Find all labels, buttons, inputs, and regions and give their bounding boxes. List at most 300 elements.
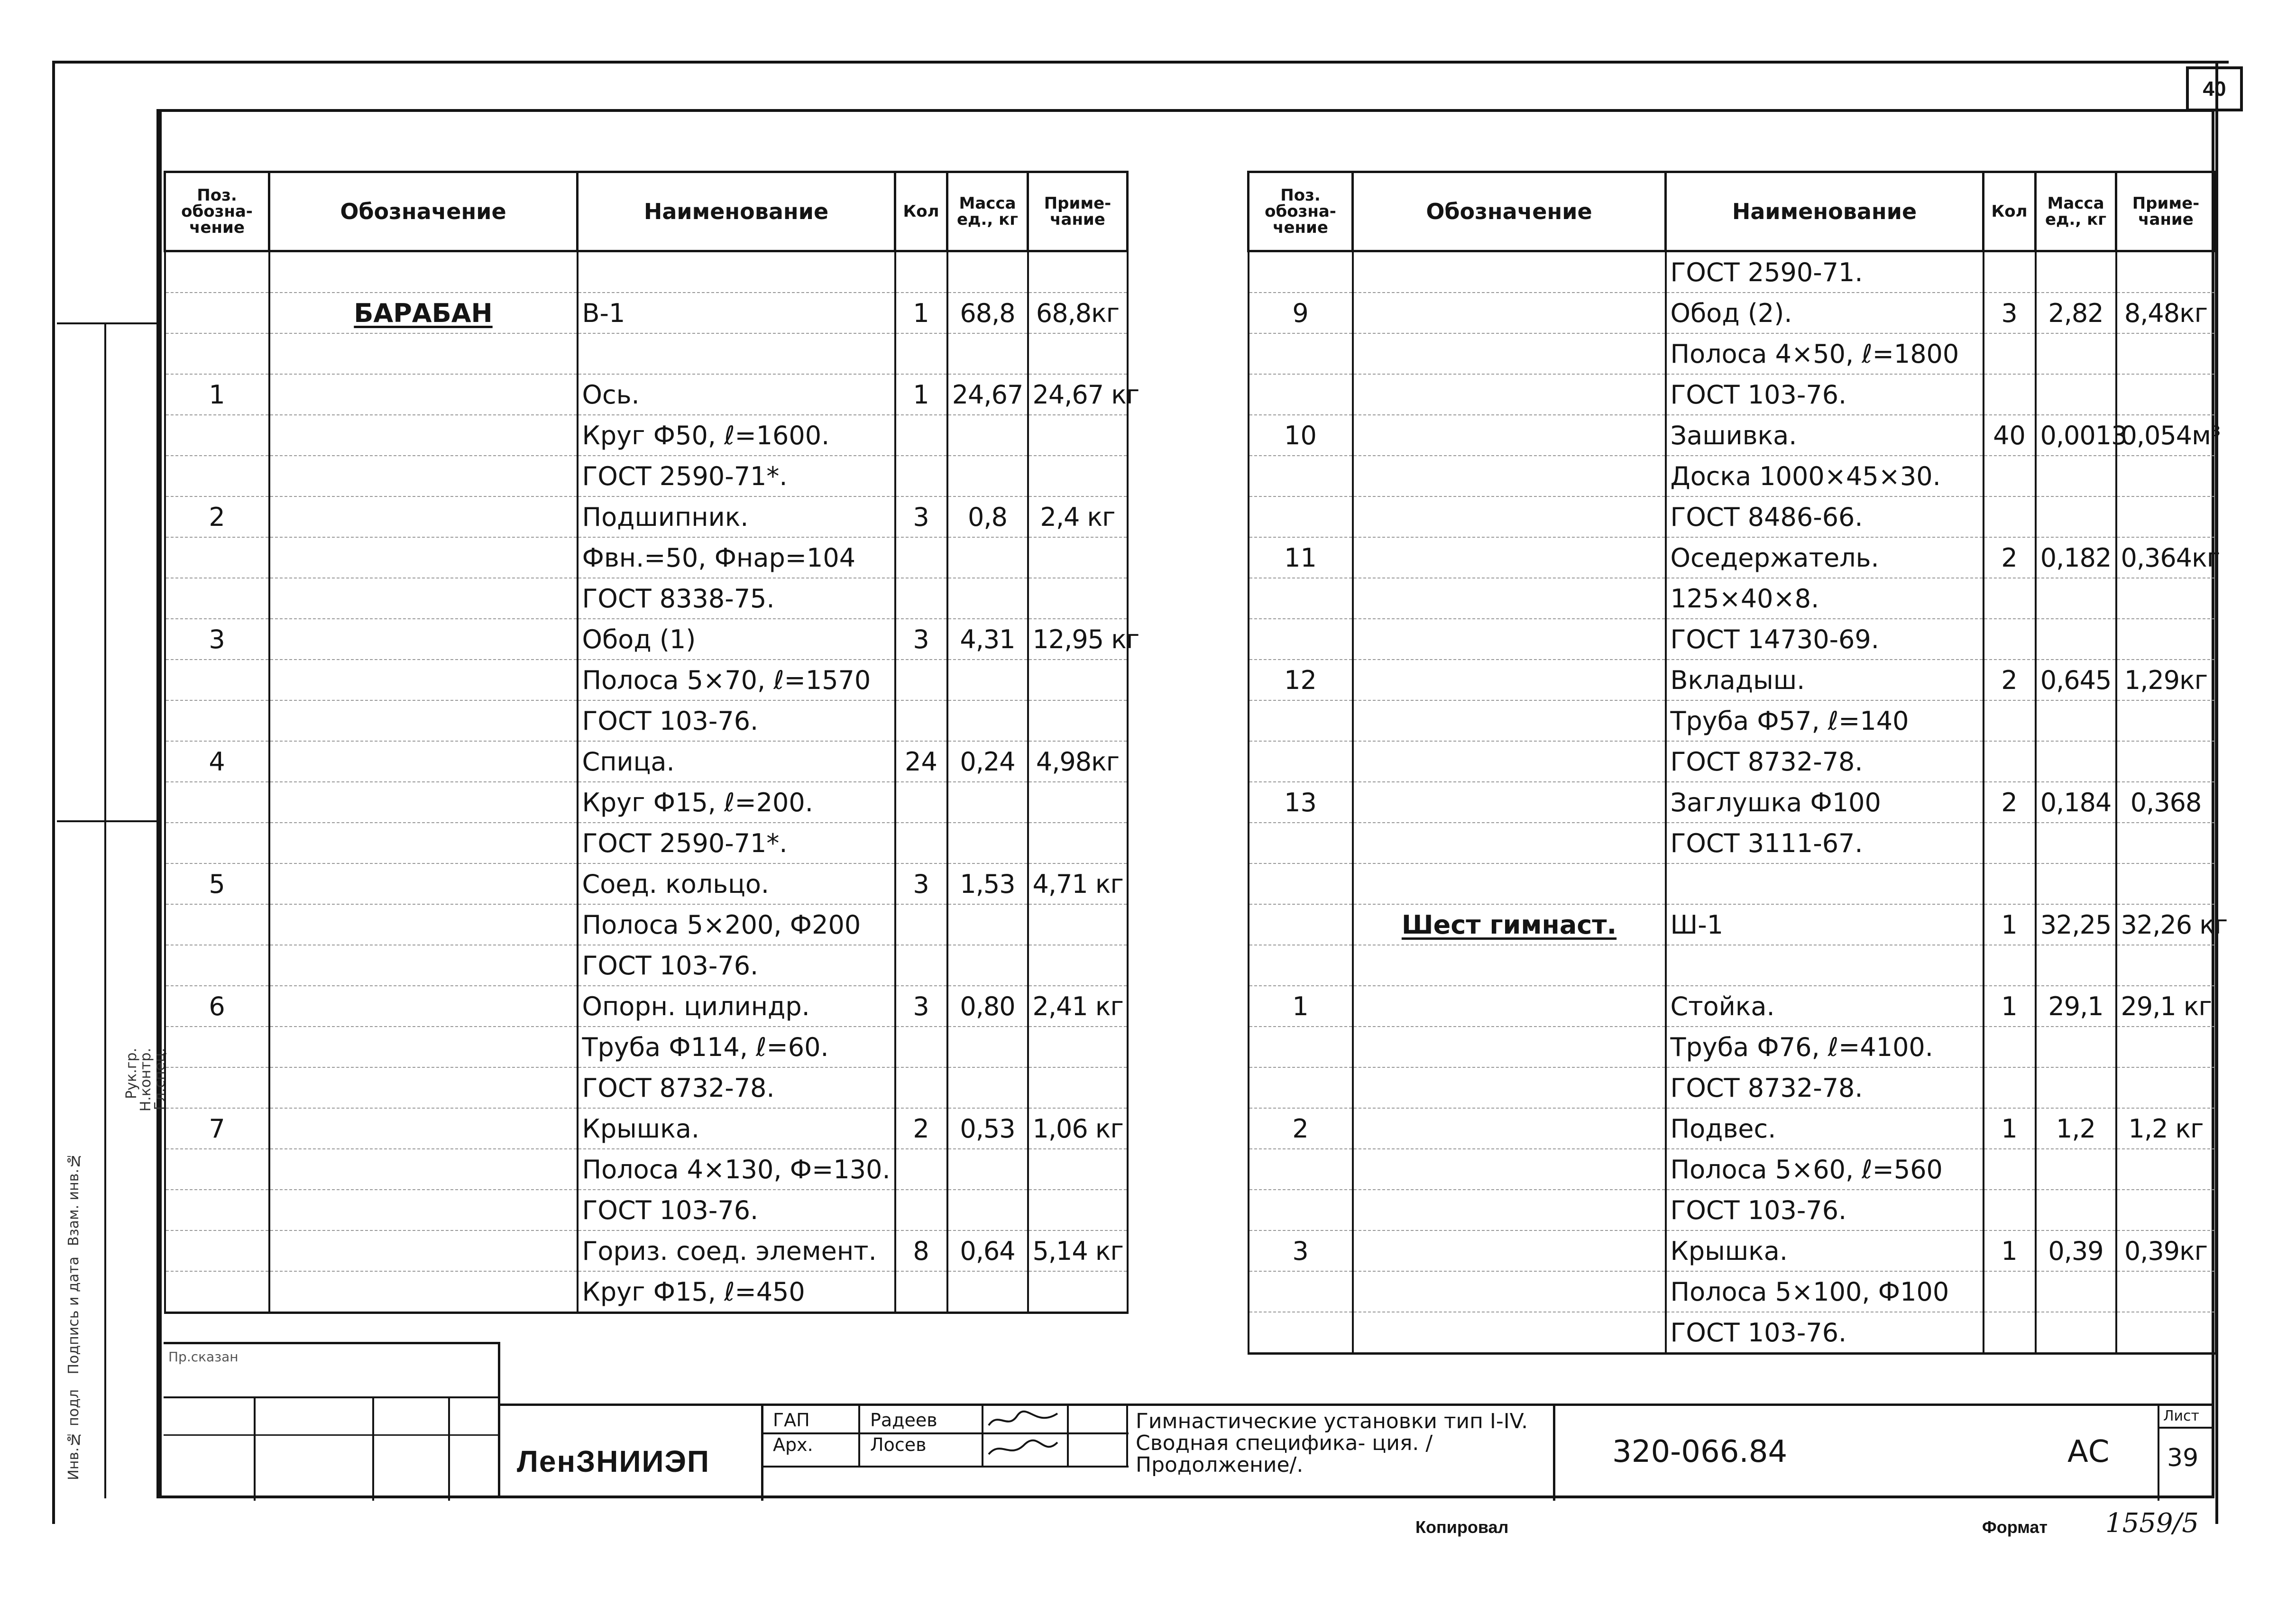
strip-label-head: Рук.гр. (123, 1048, 140, 1099)
cell-name (1666, 945, 1984, 986)
stamp-stage: АС (2067, 1434, 2110, 1469)
cell-designation (1353, 496, 1666, 537)
cell-mass (2036, 619, 2116, 660)
cell-name: Круг Ф15, ℓ=200. (578, 782, 895, 823)
cell-name: Соед. кольцо. (578, 863, 895, 904)
cell-pos (165, 1271, 269, 1313)
cell-note (2116, 823, 2216, 863)
cell-designation (269, 1027, 578, 1067)
cell-pos (1249, 1149, 1353, 1190)
cell-designation-text: Шест гимнаст. (1401, 909, 1617, 940)
cell-qty: 8 (895, 1230, 947, 1271)
cell-pos (165, 415, 269, 456)
cell-pos: 7 (165, 1108, 269, 1149)
cell-pos (1249, 904, 1353, 945)
cell-name: ГОСТ 2590-71*. (578, 823, 895, 863)
cell-mass: 0,645 (2036, 660, 2116, 700)
cell-mass (2036, 945, 2116, 986)
cell-designation (269, 537, 578, 578)
cell-name: 125×40×8. (1666, 578, 1984, 619)
cell-qty (895, 1067, 947, 1108)
cell-name: Крышка. (1666, 1230, 1984, 1271)
cell-qty (1984, 823, 2036, 863)
header-pos: Поз. обозна- чение (165, 172, 269, 251)
cell-pos (165, 333, 269, 374)
approved-label: Пр.сказан (168, 1349, 239, 1365)
table-row (165, 741, 1128, 782)
cell-mass (947, 251, 1028, 293)
copied-label: Копировал (1415, 1517, 1509, 1537)
cell-mass (947, 823, 1028, 863)
cell-mass (947, 1149, 1028, 1190)
cell-mass (2036, 1149, 2116, 1190)
cell-qty (1984, 619, 2036, 660)
table-row (165, 1108, 1128, 1149)
cell-designation (269, 456, 578, 496)
table-row (165, 823, 1128, 863)
cell-qty: 40 (1984, 415, 2036, 456)
table-row (1249, 1027, 2216, 1067)
approval-grid-line-5 (448, 1396, 450, 1501)
table-row (1249, 1149, 2216, 1190)
cell-qty: 1 (1984, 1230, 2036, 1271)
sheet-number-box (2186, 66, 2243, 111)
cell-name: ГОСТ 8732-78. (578, 1067, 895, 1108)
header-note: Приме- чание (1028, 172, 1128, 251)
cell-name: Полоса 5×60, ℓ=560 (1666, 1149, 1984, 1190)
stamp-sheet-label: Лист (2163, 1408, 2200, 1424)
cell-name: ГОСТ 2590-71. (1666, 251, 1984, 293)
cell-mass (2036, 496, 2116, 537)
cell-note (1028, 700, 1128, 741)
cell-pos: 6 (165, 986, 269, 1027)
strip-label-replace: Взам. инв.№ (65, 1152, 82, 1246)
cell-pos (1249, 456, 1353, 496)
cell-note: 0,39кг (2116, 1230, 2216, 1271)
cell-designation (1353, 537, 1666, 578)
cell-qty (895, 537, 947, 578)
cell-note (1028, 945, 1128, 986)
cell-pos (165, 1027, 269, 1067)
cell-note: 0,054м³ (2116, 415, 2216, 456)
header-designation: Обозначение (1353, 172, 1666, 251)
cell-note (2116, 863, 2216, 904)
table-row (165, 537, 1128, 578)
cell-name: Стойка. (1666, 986, 1984, 1027)
cell-pos (1249, 619, 1353, 660)
cell-name: В-1 (578, 293, 895, 333)
cell-note (2116, 1190, 2216, 1230)
cell-pos: 1 (165, 374, 269, 415)
cell-designation (1353, 1312, 1666, 1354)
table-row (165, 1230, 1128, 1271)
stamp-title: Гимнастические установки тип I-IV. Сводная специфика- ция. /Продолжение/. (1136, 1409, 1528, 1477)
cell-mass: 0,0013 (2036, 415, 2116, 456)
cell-qty: 2 (1984, 660, 2036, 700)
table-row (1249, 1230, 2216, 1271)
cell-qty (895, 578, 947, 619)
cell-qty: 2 (1984, 537, 2036, 578)
cell-pos (1249, 741, 1353, 782)
cell-qty (1984, 1067, 2036, 1108)
cell-note: 1,2 кг (2116, 1108, 2216, 1149)
cell-mass: 29,1 (2036, 986, 2116, 1027)
cell-qty (1984, 741, 2036, 782)
stamp-sheet-line (2158, 1427, 2214, 1429)
cell-pos (165, 782, 269, 823)
cell-name: Опорн. цилиндр. (578, 986, 895, 1027)
cell-qty (895, 456, 947, 496)
cell-name (578, 333, 895, 374)
cell-note (2116, 1312, 2216, 1354)
table-row (165, 782, 1128, 823)
cell-qty (1984, 251, 2036, 293)
cell-designation (269, 1271, 578, 1313)
cell-pos (1249, 251, 1353, 293)
left-strip (57, 109, 168, 1498)
cell-qty (1984, 333, 2036, 374)
table-row (1249, 1271, 2216, 1312)
cell-name: Полоса 4×50, ℓ=1800 (1666, 333, 1984, 374)
header-mass: Масса ед., кг (2036, 172, 2116, 251)
cell-note (1028, 904, 1128, 945)
cell-mass: 0,53 (947, 1108, 1028, 1149)
table-row (1249, 660, 2216, 700)
cell-designation (1353, 863, 1666, 904)
cell-qty (1984, 863, 2036, 904)
cell-name: Заглушка Ф100 (1666, 782, 1984, 823)
cell-mass (2036, 1190, 2116, 1230)
cell-pos (165, 945, 269, 986)
cell-designation (1353, 660, 1666, 700)
right-spec-table (1247, 171, 2228, 1355)
signature-2 (986, 1435, 1062, 1462)
cell-pos (1249, 496, 1353, 537)
header-note: Приме- чание (2116, 172, 2216, 251)
cell-pos (165, 904, 269, 945)
cell-mass (2036, 741, 2116, 782)
cell-pos (165, 823, 269, 863)
strip-divider-2 (57, 820, 156, 822)
cell-pos (1249, 1312, 1353, 1354)
header-qty: Кол (1984, 172, 2036, 251)
table-row (1249, 619, 2216, 660)
cell-mass (2036, 251, 2116, 293)
cell-designation (1353, 293, 1666, 333)
cell-pos (165, 700, 269, 741)
table-row (1249, 251, 2216, 293)
cell-pos: 2 (165, 496, 269, 537)
cell-mass (2036, 700, 2116, 741)
cell-qty (1984, 496, 2036, 537)
cell-note: 29,1 кг (2116, 986, 2216, 1027)
stamp-org: ЛенЗНИИЭП (517, 1444, 710, 1478)
cell-designation (269, 496, 578, 537)
cell-qty: 1 (895, 374, 947, 415)
cell-name: Доска 1000×45×30. (1666, 456, 1984, 496)
stamp-name-1: Радеев (870, 1410, 937, 1431)
cell-qty (895, 945, 947, 986)
cell-name: Полоса 5×200, Ф200 (578, 904, 895, 945)
cell-note (1028, 660, 1128, 700)
cell-designation (1353, 1230, 1666, 1271)
stamp-sheet: 39 (2167, 1444, 2199, 1472)
left-spec-body (165, 251, 1139, 1313)
table-row (1249, 1312, 2216, 1354)
table-row (165, 415, 1128, 456)
cell-pos (1249, 1027, 1353, 1067)
cell-note (2116, 1067, 2216, 1108)
cell-designation (1353, 1108, 1666, 1149)
cell-note (2116, 374, 2216, 415)
stamp-row-line-bottom (763, 1466, 1129, 1468)
cell-note: 8,48кг (2116, 293, 2216, 333)
cell-mass (2036, 1271, 2116, 1312)
table-row (165, 293, 1128, 333)
cell-designation (1353, 741, 1666, 782)
cell-name: ГОСТ 8338-75. (578, 578, 895, 619)
table-row (1249, 496, 2216, 537)
left-header-row (165, 172, 1128, 251)
cell-designation (1353, 1271, 1666, 1312)
cell-qty (895, 700, 947, 741)
cell-designation (1353, 374, 1666, 415)
header-pos: Поз. обозна- чение (1249, 172, 1353, 251)
cell-qty (895, 660, 947, 700)
cell-designation (1353, 1149, 1666, 1190)
cell-note: 68,8кг (1028, 293, 1128, 333)
cell-pos (165, 537, 269, 578)
cell-pos (1249, 863, 1353, 904)
cell-note: 0,368 (2116, 782, 2216, 823)
stamp-col-line-3 (1067, 1406, 1069, 1468)
cell-mass (947, 578, 1028, 619)
cell-pos: 5 (165, 863, 269, 904)
cell-designation (269, 251, 578, 293)
cell-name: ГОСТ 103-76. (1666, 1190, 1984, 1230)
cell-mass (947, 456, 1028, 496)
cell-mass (947, 945, 1028, 986)
cell-mass (947, 660, 1028, 700)
cell-name: Круг Ф15, ℓ=450 (578, 1271, 895, 1313)
stamp-name-2: Лосев (870, 1434, 927, 1455)
cell-mass (947, 1067, 1028, 1108)
cell-pos (1249, 1067, 1353, 1108)
table-row (1249, 374, 2216, 415)
cell-mass: 0,80 (947, 986, 1028, 1027)
cell-designation (1353, 1067, 1666, 1108)
cell-designation (1353, 1027, 1666, 1067)
cell-note (2116, 251, 2216, 293)
cell-pos (1249, 945, 1353, 986)
cell-designation (1353, 823, 1666, 863)
table-row (165, 863, 1128, 904)
cell-note (1028, 1149, 1128, 1190)
cell-pos (1249, 374, 1353, 415)
cell-qty: 24 (895, 741, 947, 782)
cell-pos: 9 (1249, 293, 1353, 333)
cell-note (1028, 1271, 1128, 1313)
frame-top-line (52, 61, 2229, 64)
cell-note (2116, 578, 2216, 619)
cell-designation (1353, 700, 1666, 741)
cell-name: Подшипник. (578, 496, 895, 537)
cell-mass (2036, 1067, 2116, 1108)
cell-designation (1353, 986, 1666, 1027)
cell-mass: 68,8 (947, 293, 1028, 333)
cell-note (2116, 456, 2216, 496)
cell-designation (1353, 619, 1666, 660)
stamp-people (763, 1406, 1129, 1468)
cell-name: Крышка. (578, 1108, 895, 1149)
cell-designation (1353, 904, 1666, 945)
cell-note (2116, 945, 2216, 986)
cell-note (2116, 1027, 2216, 1067)
cell-designation (269, 660, 578, 700)
cell-mass (2036, 374, 2116, 415)
table-row (1249, 782, 2216, 823)
table-row (1249, 945, 2216, 986)
header-name: Наименование (578, 172, 895, 251)
cell-name: Полоса 5×70, ℓ=1570 (578, 660, 895, 700)
approval-grid (164, 1342, 500, 1498)
cell-pos (165, 660, 269, 700)
right-spec-body (1249, 251, 2228, 1354)
left-spec-table (164, 171, 1139, 1314)
cell-designation (1353, 578, 1666, 619)
cell-designation (269, 333, 578, 374)
cell-qty: 1 (1984, 986, 2036, 1027)
table-row (1249, 986, 2216, 1027)
table-row (165, 251, 1128, 293)
cell-designation (269, 1067, 578, 1108)
cell-qty (1984, 1027, 2036, 1067)
table-row (165, 1271, 1128, 1313)
cell-pos (1249, 1271, 1353, 1312)
stamp-col-line-1 (858, 1406, 860, 1468)
cell-mass (947, 1190, 1028, 1230)
cell-name: ГОСТ 2590-71*. (578, 456, 895, 496)
cell-note: 4,71 кг (1028, 863, 1128, 904)
cell-pos: 10 (1249, 415, 1353, 456)
cell-pos (1249, 1190, 1353, 1230)
cell-qty: 3 (895, 986, 947, 1027)
cell-name: ГОСТ 103-76. (578, 1190, 895, 1230)
cell-note (1028, 782, 1128, 823)
cell-name: ГОСТ 8732-78. (1666, 1067, 1984, 1108)
cell-mass (2036, 823, 2116, 863)
cell-mass: 4,31 (947, 619, 1028, 660)
cell-mass (2036, 456, 2116, 496)
cell-pos: 12 (1249, 660, 1353, 700)
strip-divider-1 (57, 322, 156, 324)
table-row (1249, 1190, 2216, 1230)
cell-designation (269, 782, 578, 823)
cell-pos: 2 (1249, 1108, 1353, 1149)
cell-qty: 3 (1984, 293, 2036, 333)
cell-name (1666, 863, 1984, 904)
approval-grid-line-4 (372, 1396, 374, 1501)
cell-note (1028, 333, 1128, 374)
cell-name: Вкладыш. (1666, 660, 1984, 700)
cell-name: ГОСТ 103-76. (578, 945, 895, 986)
cell-designation (1353, 782, 1666, 823)
sheet-number: 40 (2203, 77, 2226, 101)
cell-mass: 0,64 (947, 1230, 1028, 1271)
cell-mass (2036, 1027, 2116, 1067)
cell-mass (947, 904, 1028, 945)
cell-pos (1249, 578, 1353, 619)
cell-mass: 0,39 (2036, 1230, 2116, 1271)
cell-name: Полоса 4×130, Ф=130. (578, 1149, 895, 1190)
cell-note (1028, 823, 1128, 863)
stamp-divider-2 (1553, 1406, 1555, 1501)
table-row (165, 1190, 1128, 1230)
cell-designation (1353, 333, 1666, 374)
stamp-divider-3 (2158, 1406, 2159, 1501)
cell-name: Оседержатель. (1666, 537, 1984, 578)
cell-mass (947, 537, 1028, 578)
cell-name: Гориз. соед. элемент. (578, 1230, 895, 1271)
cell-qty (1984, 578, 2036, 619)
cell-pos (165, 578, 269, 619)
cell-qty (1984, 1312, 2036, 1354)
cell-designation (1353, 1190, 1666, 1230)
strip-divider-3 (104, 322, 106, 1498)
cell-designation (269, 415, 578, 456)
cell-qty (895, 782, 947, 823)
cell-note: 5,14 кг (1028, 1230, 1128, 1271)
cell-name: ГОСТ 8732-78. (1666, 741, 1984, 782)
cell-pos: 4 (165, 741, 269, 782)
cell-pos: 3 (165, 619, 269, 660)
table-row (1249, 1108, 2216, 1149)
cell-designation (269, 986, 578, 1027)
cell-mass: 2,82 (2036, 293, 2116, 333)
table-row (165, 456, 1128, 496)
cell-designation (269, 904, 578, 945)
cell-name: Фвн.=50, Фнар=104 (578, 537, 895, 578)
table-row (1249, 700, 2216, 741)
table-row (165, 660, 1128, 700)
cell-mass (947, 415, 1028, 456)
signature-1 (986, 1409, 1062, 1431)
cell-name: Труба Ф57, ℓ=140 (1666, 700, 1984, 741)
cell-name: Обод (2). (1666, 293, 1984, 333)
cell-note (2116, 496, 2216, 537)
stamp-code: 320-066.84 (1612, 1434, 1788, 1469)
cell-qty (895, 1271, 947, 1313)
table-row (165, 578, 1128, 619)
cell-pos: 13 (1249, 782, 1353, 823)
cell-pos (165, 1067, 269, 1108)
stamp-row-line (763, 1432, 1129, 1434)
cell-mass (2036, 863, 2116, 904)
cell-designation (269, 578, 578, 619)
cell-note: 1,29кг (2116, 660, 2216, 700)
cell-designation (269, 741, 578, 782)
table-row (165, 1149, 1128, 1190)
cell-qty: 2 (895, 1108, 947, 1149)
cell-designation (1353, 456, 1666, 496)
cell-pos (1249, 700, 1353, 741)
cell-qty: 3 (895, 496, 947, 537)
cell-name: ГОСТ 103-76. (578, 700, 895, 741)
cell-mass (947, 700, 1028, 741)
table-row (165, 986, 1128, 1027)
table-row (165, 945, 1128, 986)
cell-pos (165, 1230, 269, 1271)
